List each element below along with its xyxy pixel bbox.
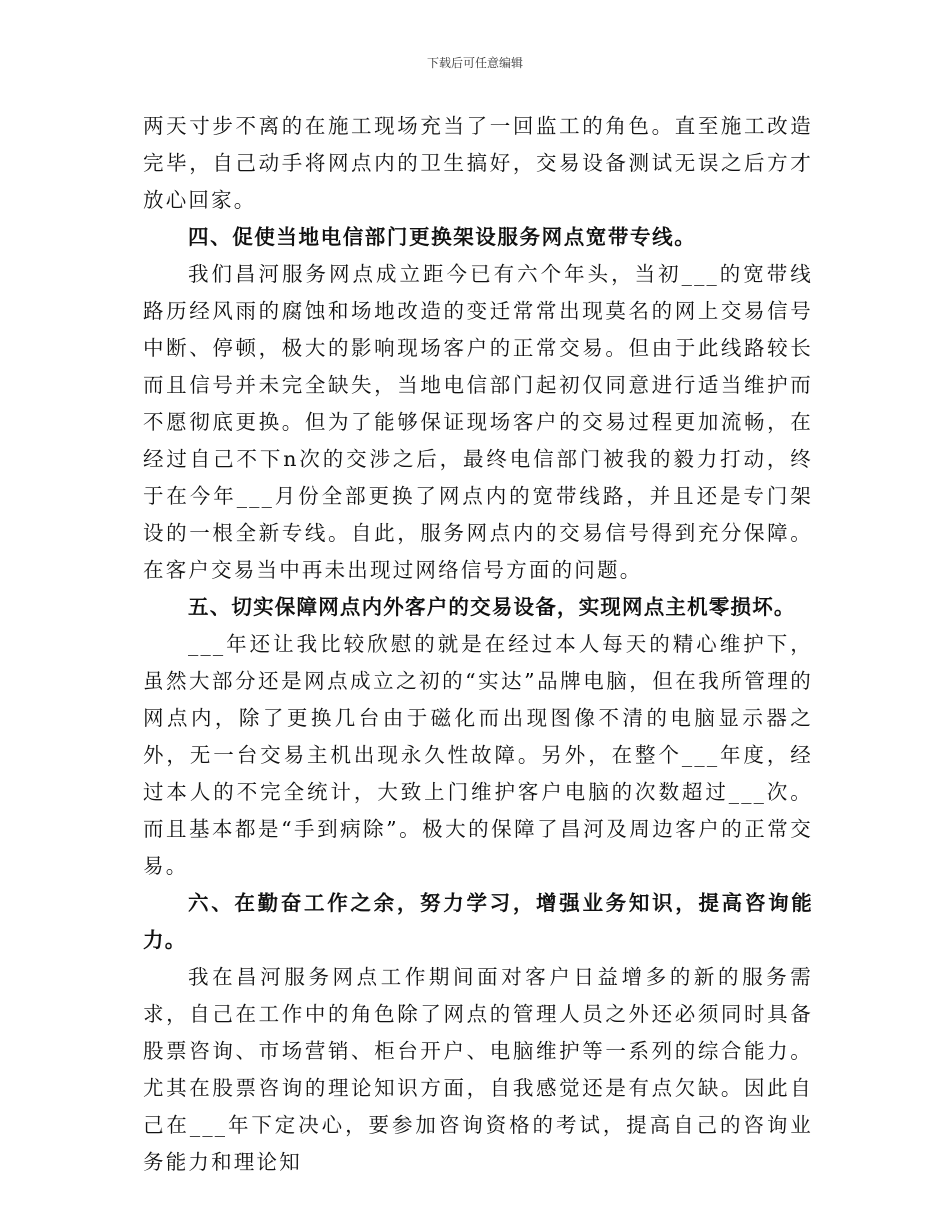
paragraph-continued: 两天寸步不离的在施工现场充当了一回监工的角色。直至施工改造完毕，自己动手将网点内的卫生搞好，交易设备测试无误之后方才放心回家。 (143, 114, 813, 212)
section-heading-4: 四、促使当地电信部门更换架设服务网点宽带专线。 (188, 225, 697, 249)
page-header: 下载后可任意编辑 (426, 56, 523, 70)
document-body (143, 108, 813, 1181)
paragraph-equipment: ___年还让我比较欣慰的就是在经过本人每天的精心维护下，虽然大部分还是网点成立之初的“实达”品牌电脑，但在我所管理的网点内，除了更换几台由于磁化而出现图像不清的电脑显示器之外，无一台交易主机出现永久性故障。另外，在整个___年度，经过本人的不完全统计，大致上门维护客户电脑的次数超过___次。而且基本都是“手到病除”。极大的保障了昌河及周边客户的正常交易。 (143, 632, 813, 878)
section-heading-6: 六、在勤奋工作之余，努力学习，增强业务知识，提高咨询能力。 (143, 891, 813, 952)
paragraph-broadband: 我们昌河服务网点成立距今已有六个年头，当初___的宽带线路历经风雨的腐蚀和场地改造的变迁常常出现莫名的网上交易信号中断、停顿，极大的影响现场客户的正常交易。但由于此线路较长而且信号并未完全缺失，当地电信部门起初仅同意进行适当维护而不愿彻底更换。但为了能够保证现场客户的交易过程更加流畅，在经过自己不下n次的交涉之后，最终电信部门被我的毅力打动，终于在今年___月份全部更换了网点内的宽带线路，并且还是专门架设的一根全新专线。自此，服务网点内的交易信号得到充分保障。在客户交易当中再未出现过网络信号方面的问题。 (143, 262, 813, 582)
section-heading-5: 五、切实保障网点内外客户的交易设备，实现网点主机零损坏。 (188, 595, 796, 619)
paragraph-study: 我在昌河服务网点工作期间面对客户日益增多的新的服务需求，自己在工作中的角色除了网点的管理人员之外还必须同时具备股票咨询、市场营销、柜台开户、电脑维护等一系列的综合能力。尤其在股票咨询的理论知识方面，自我感觉还是有点欠缺。因此自己在___年下定决心，要参加咨询资格的考试，提高自己的咨询业务能力和理论知 (143, 965, 813, 1174)
